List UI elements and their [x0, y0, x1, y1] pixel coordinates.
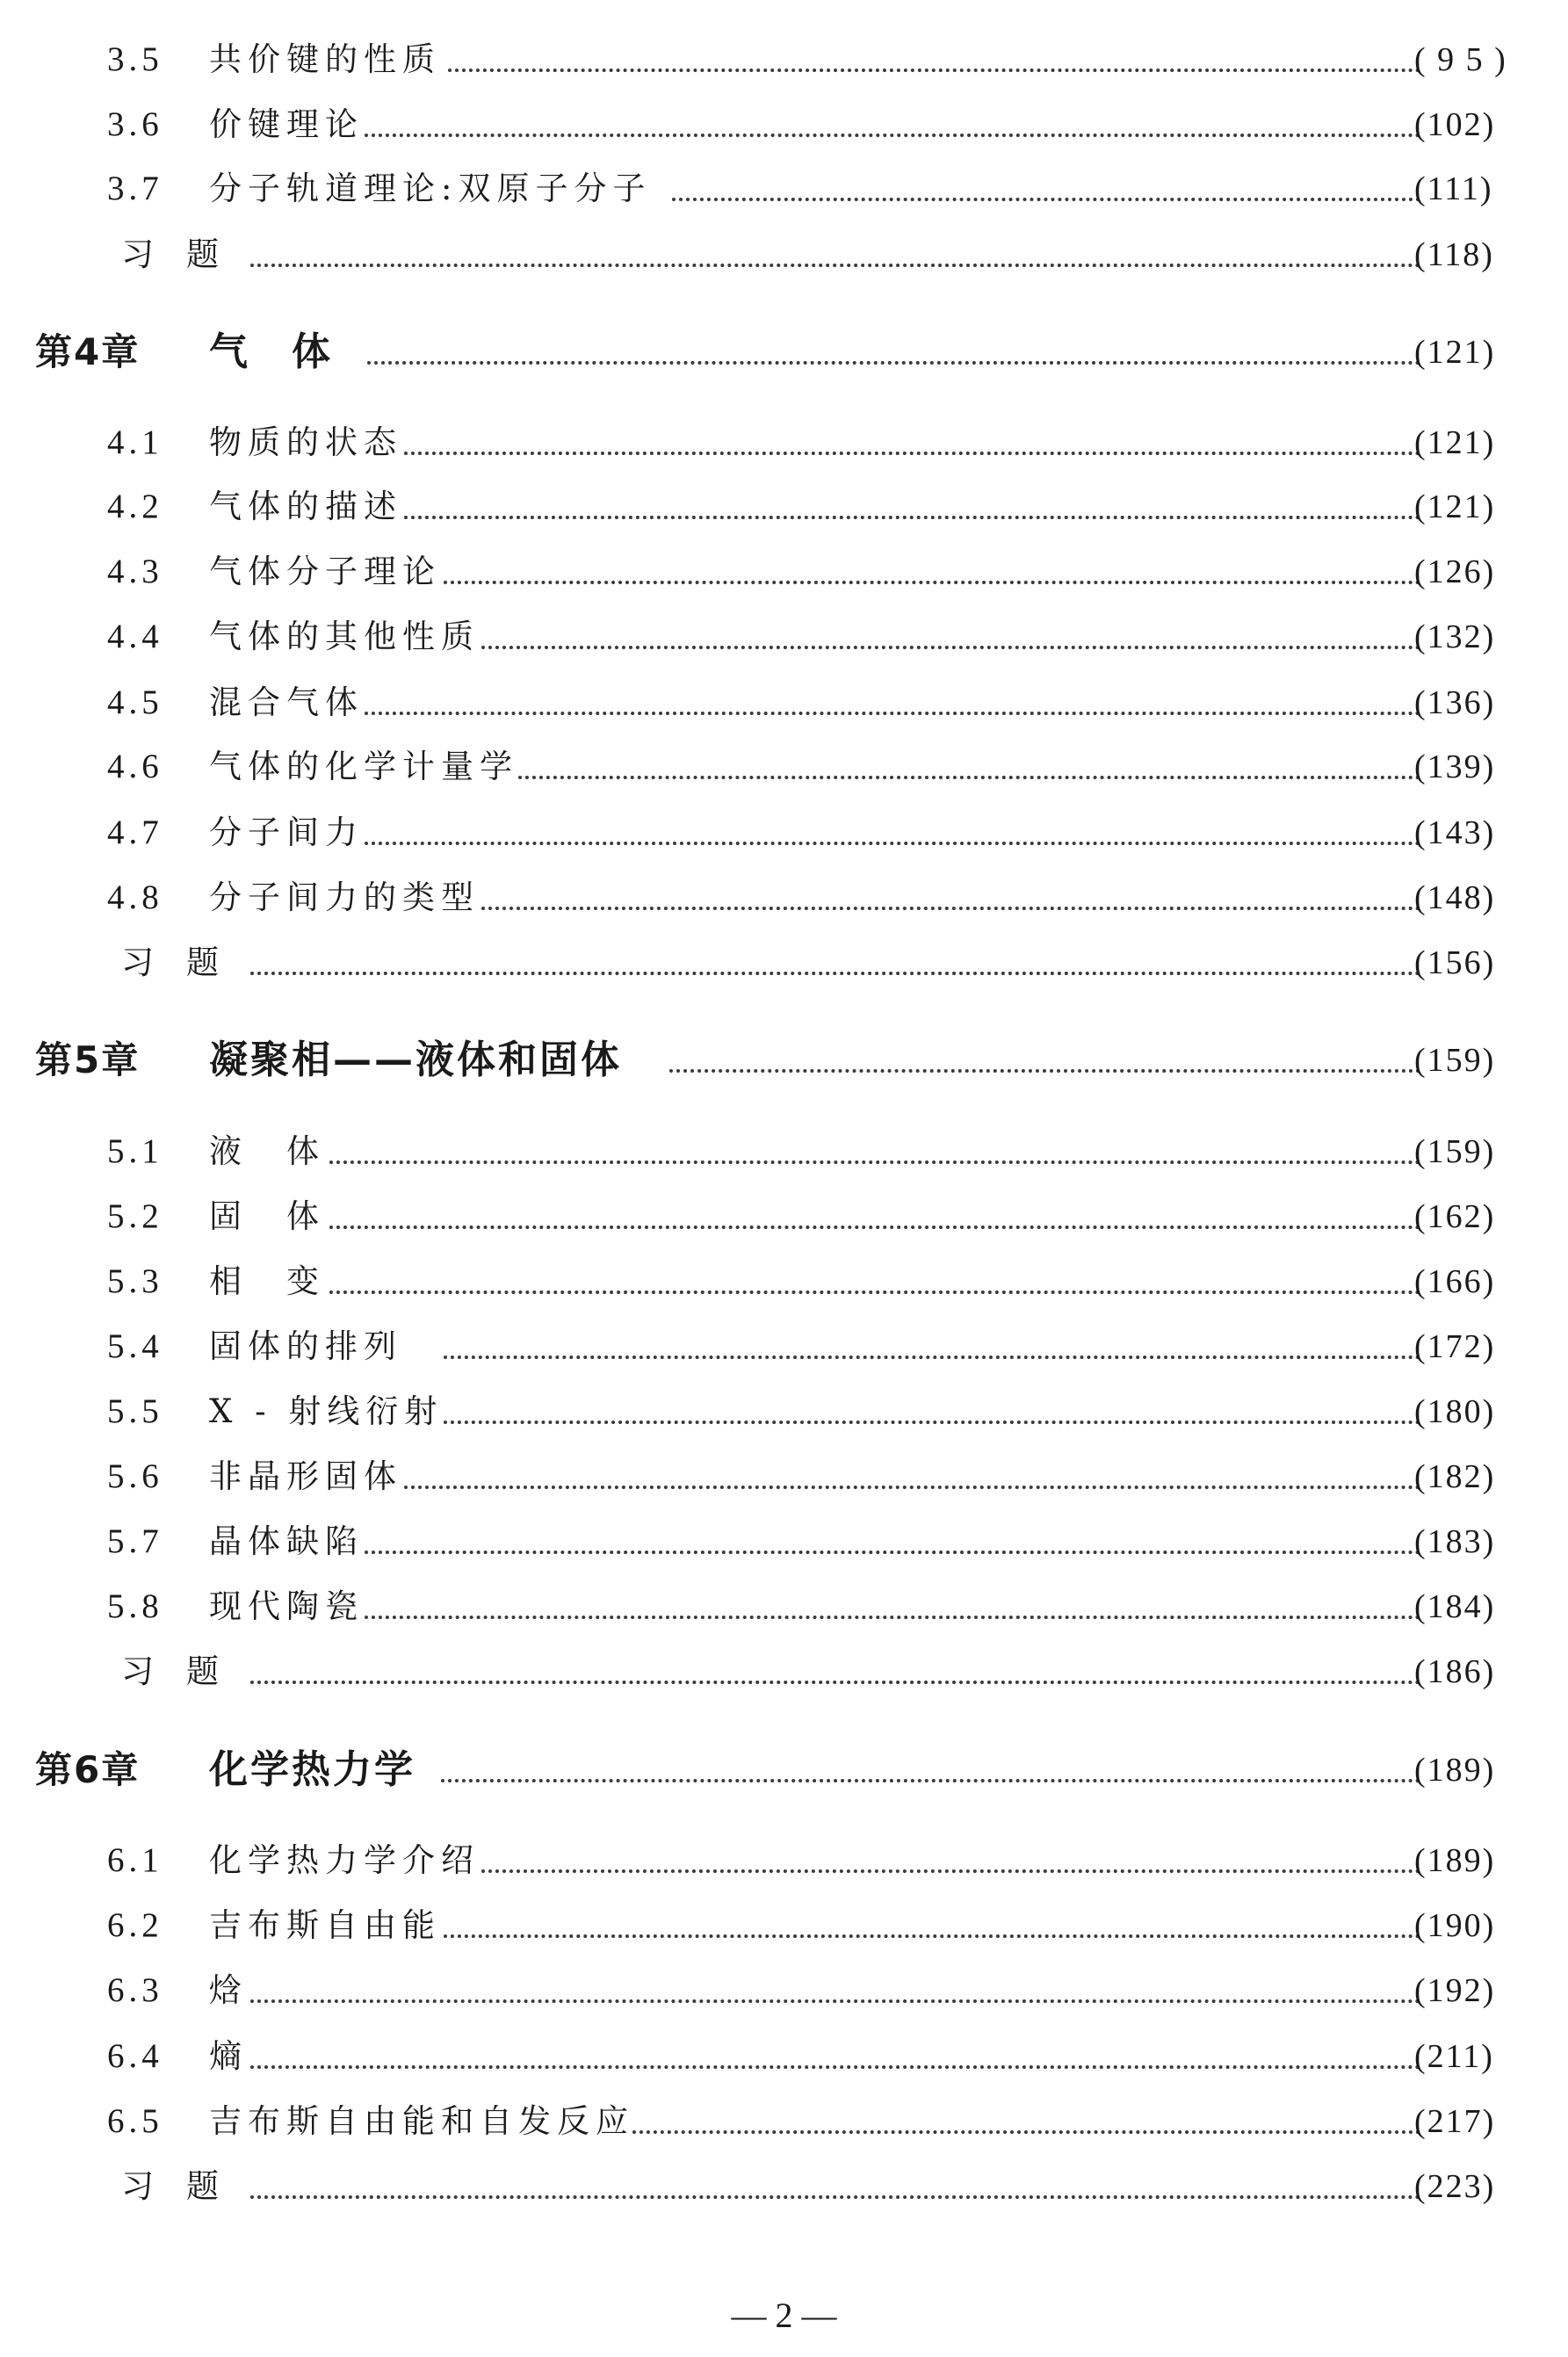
dot-leader — [365, 134, 1420, 137]
dot-leader — [250, 2195, 1420, 2199]
toc-exercises-entry — [0, 227, 1568, 283]
dot-leader — [444, 1421, 1420, 1424]
section-title: 相 变 — [209, 1262, 325, 1300]
section-number: 5.4 — [107, 1327, 163, 1365]
toc-chapter-entry — [0, 324, 1568, 380]
chapter-title: 化学热力学 — [209, 1747, 415, 1792]
toc-section-entry — [0, 609, 1568, 665]
dot-leader — [404, 516, 1420, 519]
section-number: 5.7 — [107, 1522, 163, 1560]
page-reference: (121) — [1414, 488, 1496, 525]
toc-section-entry — [0, 415, 1568, 471]
section-title: 物质的状态 — [209, 423, 402, 461]
chapter-title: 气 体 — [209, 329, 333, 374]
page-reference: (118) — [1414, 236, 1494, 273]
page-reference: (192) — [1414, 1972, 1496, 2009]
toc-section-entry — [0, 675, 1568, 731]
section-title: 吉布斯自由能 — [209, 1906, 441, 1944]
section-number: 5.5 — [107, 1392, 163, 1430]
toc-section-entry — [0, 2093, 1568, 2150]
section-title: 化学热力学介绍 — [209, 1841, 480, 1879]
section-title: 焓 — [209, 1971, 248, 2009]
toc-exercises-entry — [0, 2158, 1568, 2215]
page-reference: (121) — [1414, 334, 1496, 371]
toc-section-entry — [0, 739, 1568, 795]
page-reference: (166) — [1414, 1263, 1496, 1300]
section-title: 共价键的性质 — [209, 40, 441, 78]
exercises-label: 习 题 — [121, 944, 219, 981]
toc-section-entry — [0, 1384, 1568, 1440]
section-title: 混合气体 — [209, 683, 364, 721]
section-number: 4.1 — [107, 423, 163, 461]
page-reference: (121) — [1414, 424, 1496, 461]
dot-leader — [250, 2065, 1420, 2069]
section-title: 熵 — [209, 2037, 248, 2075]
chapter-number: 第4章 — [35, 330, 141, 373]
section-number: 5.2 — [107, 1197, 163, 1235]
toc-section-entry — [0, 1898, 1568, 1954]
section-number: 5.3 — [107, 1262, 163, 1300]
chapter-number: 第5章 — [35, 1038, 141, 1081]
section-number: 4.3 — [107, 553, 163, 590]
page-reference: (184) — [1414, 1588, 1496, 1625]
chapter-number: 第6章 — [35, 1748, 141, 1791]
section-number: 3.6 — [107, 105, 163, 143]
page-reference: (182) — [1414, 1458, 1496, 1495]
dot-leader — [441, 1779, 1420, 1782]
section-number: 6.4 — [107, 2037, 163, 2075]
section-title: 非晶形固体 — [209, 1457, 402, 1495]
section-number: 6.3 — [107, 1971, 163, 2009]
section-title: 气体的描述 — [209, 488, 402, 525]
section-title: 气体分子理论 — [209, 553, 441, 590]
section-title: 吉布斯自由能和自发反应 — [209, 2102, 634, 2140]
dot-leader — [481, 1869, 1420, 1873]
exercises-label: 习 题 — [121, 1652, 219, 1690]
section-number: 6.1 — [107, 1841, 163, 1879]
toc-section-entry — [0, 32, 1568, 88]
section-title: 分子轨道理论:双原子分子 — [209, 170, 652, 207]
toc-section-entry — [0, 1319, 1568, 1375]
dot-leader — [404, 1486, 1420, 1489]
dot-leader — [250, 1681, 1420, 1684]
page-reference: (136) — [1414, 684, 1496, 721]
page-reference: (159) — [1414, 1042, 1496, 1079]
section-number: 4.6 — [107, 748, 163, 785]
dot-leader — [250, 264, 1420, 267]
toc-section-entry — [0, 805, 1568, 861]
page-reference: (143) — [1414, 814, 1496, 851]
page-reference: (223) — [1414, 2168, 1496, 2205]
toc-section-entry — [0, 1514, 1568, 1570]
toc-section-entry — [0, 870, 1568, 926]
section-number: 4.7 — [107, 813, 163, 851]
dot-leader — [365, 842, 1420, 845]
dot-leader — [250, 1999, 1420, 2003]
page-reference: (217) — [1414, 2103, 1496, 2140]
dot-leader — [367, 361, 1420, 365]
page-reference: (156) — [1414, 944, 1496, 981]
section-number: 4.5 — [107, 683, 163, 721]
section-number: 6.5 — [107, 2102, 163, 2140]
page-reference: (139) — [1414, 748, 1496, 785]
page-reference: (190) — [1414, 1907, 1496, 1944]
section-number: 5.8 — [107, 1587, 163, 1625]
toc-section-entry — [0, 1579, 1568, 1635]
section-title: 分子间力 — [209, 813, 364, 851]
toc-section-entry — [0, 2028, 1568, 2085]
toc-section-entry — [0, 544, 1568, 600]
toc-section-entry — [0, 1254, 1568, 1310]
dot-leader — [481, 907, 1420, 910]
dot-leader — [448, 69, 1420, 72]
section-number: 5.6 — [107, 1457, 163, 1495]
page-reference: (126) — [1414, 553, 1496, 590]
page-reference: (211) — [1414, 2038, 1494, 2075]
page-reference: (132) — [1414, 618, 1496, 655]
toc-section-entry — [0, 1189, 1568, 1245]
page-reference: (159) — [1414, 1133, 1496, 1170]
section-number: 5.1 — [107, 1132, 163, 1170]
section-number: 4.8 — [107, 878, 163, 916]
toc-exercises-entry — [0, 1644, 1568, 1700]
toc-section-entry — [0, 1833, 1568, 1889]
dot-leader — [365, 1616, 1420, 1619]
page-reference: (172) — [1414, 1328, 1496, 1365]
exercises-label: 习 题 — [121, 2167, 219, 2205]
section-number: 3.5 — [107, 40, 163, 78]
chapter-title: 凝聚相——液体和固体 — [209, 1038, 622, 1082]
section-title: X - 射线衍射 — [209, 1392, 444, 1430]
page-reference: (111) — [1414, 170, 1493, 207]
toc-section-entry — [0, 161, 1568, 217]
dot-leader — [250, 972, 1420, 975]
toc-chapter-entry — [0, 1032, 1568, 1088]
dot-leader — [329, 1225, 1420, 1229]
dot-leader — [669, 1069, 1420, 1073]
page-reference: ( 9 5 ) — [1414, 41, 1507, 78]
dot-leader — [518, 776, 1420, 779]
section-number: 6.2 — [107, 1906, 163, 1944]
section-title: 分子间力的类型 — [209, 878, 480, 916]
dot-leader — [329, 1160, 1420, 1164]
section-title: 价键理论 — [209, 105, 364, 143]
section-number: 4.4 — [107, 618, 163, 655]
page-reference: (148) — [1414, 879, 1496, 916]
page-reference: (189) — [1414, 1752, 1496, 1789]
page-reference: (189) — [1414, 1842, 1496, 1879]
dot-leader — [444, 581, 1420, 584]
toc-section-entry — [0, 479, 1568, 535]
page-reference: (102) — [1414, 106, 1496, 143]
section-number: 4.2 — [107, 488, 163, 525]
section-title: 固体的排列 — [209, 1327, 402, 1365]
page-reference: (180) — [1414, 1393, 1496, 1430]
dot-leader — [404, 452, 1420, 455]
dot-leader — [365, 1551, 1420, 1554]
dot-leader — [444, 1934, 1420, 1938]
page-reference: (183) — [1414, 1523, 1496, 1560]
page-reference: (186) — [1414, 1653, 1496, 1690]
dot-leader — [481, 646, 1420, 649]
dot-leader — [444, 1356, 1420, 1359]
section-title: 固 体 — [209, 1197, 325, 1235]
toc-section-entry — [0, 1124, 1568, 1180]
dot-leader — [672, 198, 1420, 201]
toc-section-entry — [0, 97, 1568, 153]
toc-exercises-entry — [0, 935, 1568, 991]
section-title: 气体的化学计量学 — [209, 748, 518, 785]
section-title: 现代陶瓷 — [209, 1587, 364, 1625]
toc-section-entry — [0, 1449, 1568, 1505]
toc-chapter-entry — [0, 1742, 1568, 1798]
page-number-footer: — 2 — — [731, 2296, 837, 2335]
dot-leader — [329, 1291, 1420, 1294]
exercises-label: 习 题 — [121, 235, 219, 273]
section-number: 3.7 — [107, 170, 163, 207]
section-title: 气体的其他性质 — [209, 618, 480, 655]
section-title: 液 体 — [209, 1132, 325, 1170]
section-title: 晶体缺陷 — [209, 1522, 364, 1560]
dot-leader — [632, 2130, 1420, 2134]
dot-leader — [365, 712, 1420, 715]
page-reference: (162) — [1414, 1198, 1496, 1235]
toc-section-entry — [0, 1963, 1568, 2019]
